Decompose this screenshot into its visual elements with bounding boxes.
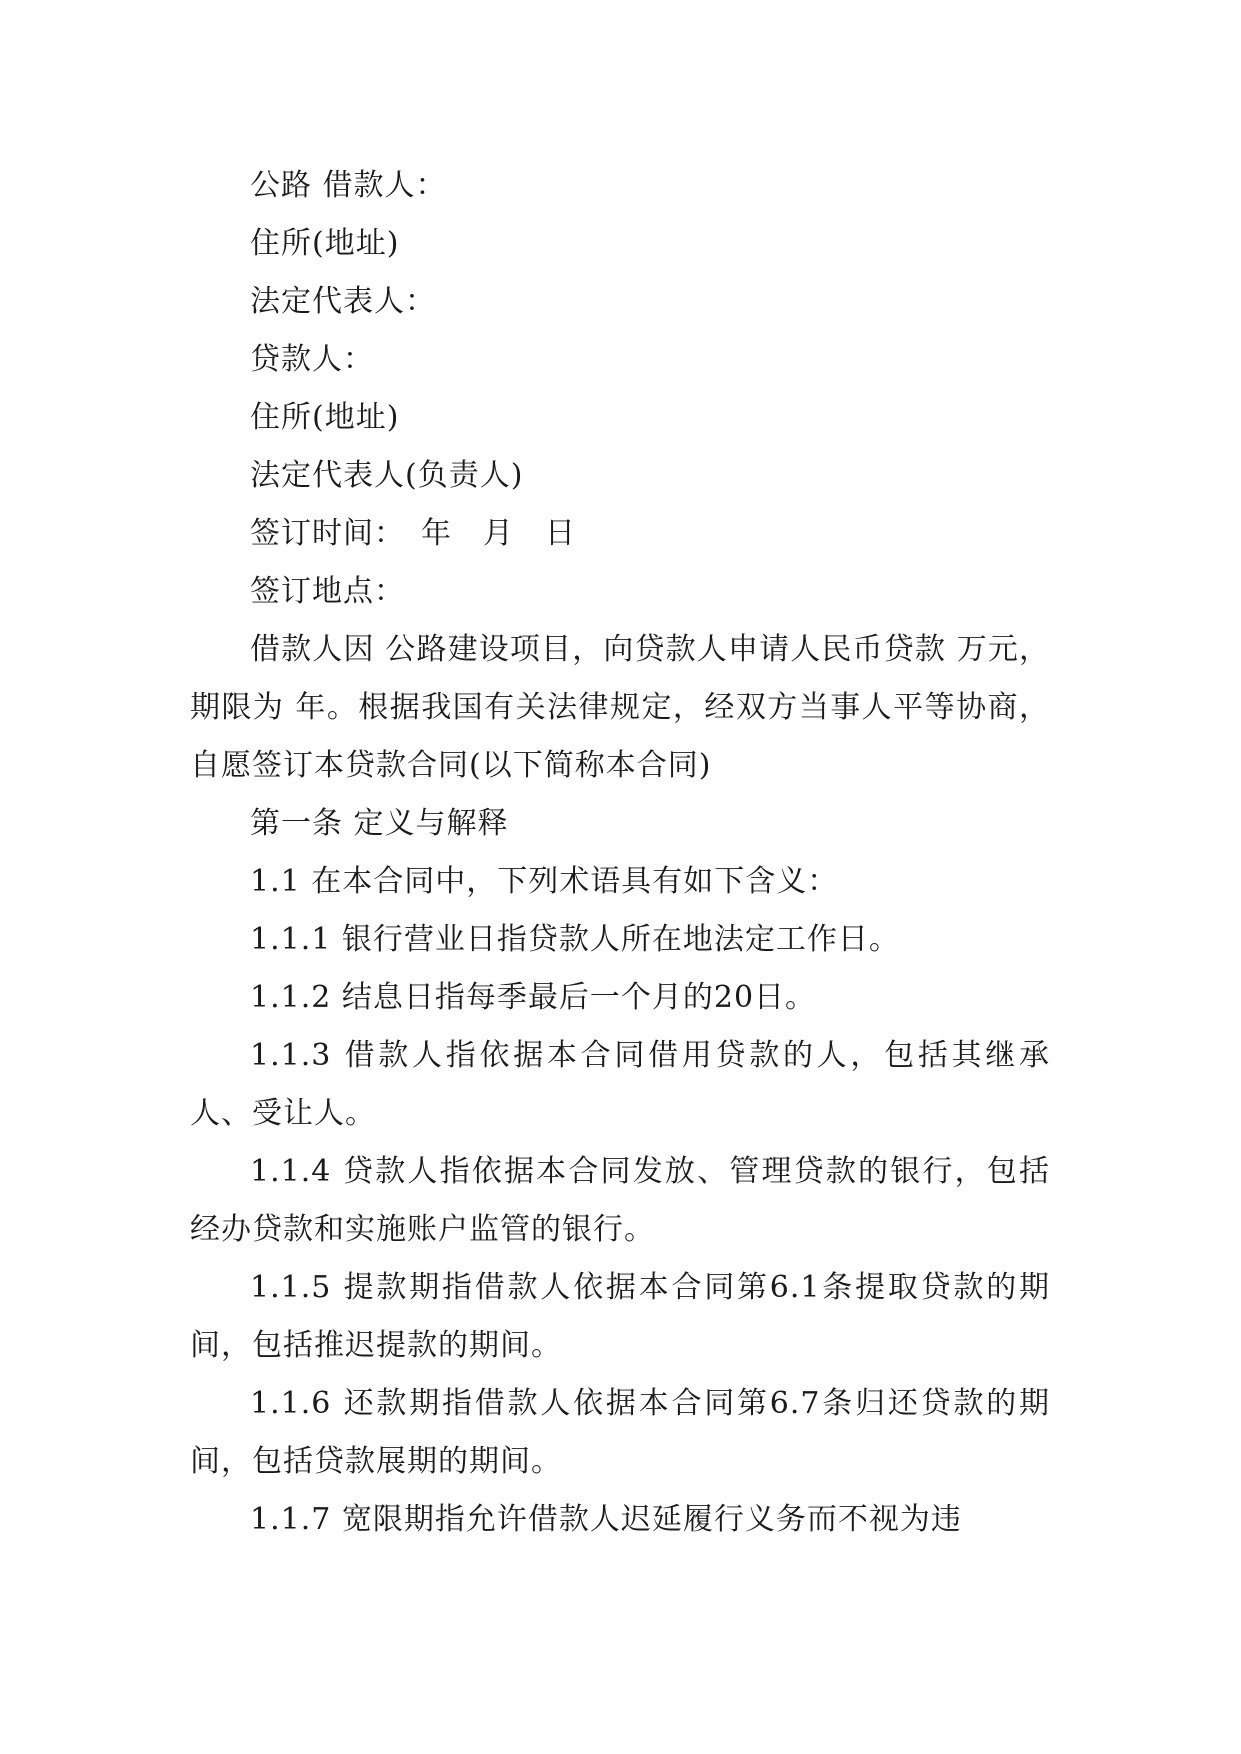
borrower-legal-representative-label: 法定代表人：	[250, 284, 436, 319]
borrower-address-label: 住所(地址)	[250, 226, 400, 261]
signing-place-label: 签订地点：	[250, 574, 405, 609]
lender-address-label: 住所(地址)	[250, 400, 400, 435]
clause-1-1-1: 1.1.1 银行营业日指贷款人所在地法定工作日。	[250, 922, 900, 957]
clause-1-1-4: 1.1.4 贷款人指依据本合同发放、管理贷款的银行，包括经办贷款和实施账户监管的银行。	[190, 1154, 1050, 1247]
clause-1-1-2: 1.1.2 结息日指每季最后一个月的20日。	[250, 980, 817, 1015]
lender-label: 贷款人：	[250, 342, 374, 377]
clause-1-1-7: 1.1.7 宽限期指允许借款人迟延履行义务而不视为违	[250, 1502, 962, 1537]
signing-date-label: 签订时间： 年 月 日	[250, 516, 576, 551]
preamble-paragraph: 借款人因 公路建设项目，向贷款人申请人民币贷款 万元，期限为 年。根据我国有关法律规定，经双方当事人平等协商，自愿签订本贷款合同(以下简称本合同)	[190, 632, 1050, 783]
clause-1-1-3: 1.1.3 借款人指依据本合同借用贷款的人，包括其继承人、受让人。	[190, 1038, 1050, 1131]
lender-legal-representative-label: 法定代表人(负责人)	[250, 458, 524, 493]
document-body	[190, 157, 1050, 1549]
article-1-heading: 第一条 定义与解释	[250, 806, 509, 841]
clause-1-1-6: 1.1.6 还款期指借款人依据本合同第6.7条归还贷款的期间，包括贷款展期的期间。	[190, 1386, 1050, 1479]
clause-1-1: 1.1 在本合同中，下列术语具有如下含义：	[250, 864, 839, 899]
borrower-label: 公路 借款人：	[250, 168, 447, 203]
clause-1-1-5: 1.1.5 提款期指借款人依据本合同第6.1条提取贷款的期间，包括推迟提款的期间。	[190, 1270, 1050, 1363]
